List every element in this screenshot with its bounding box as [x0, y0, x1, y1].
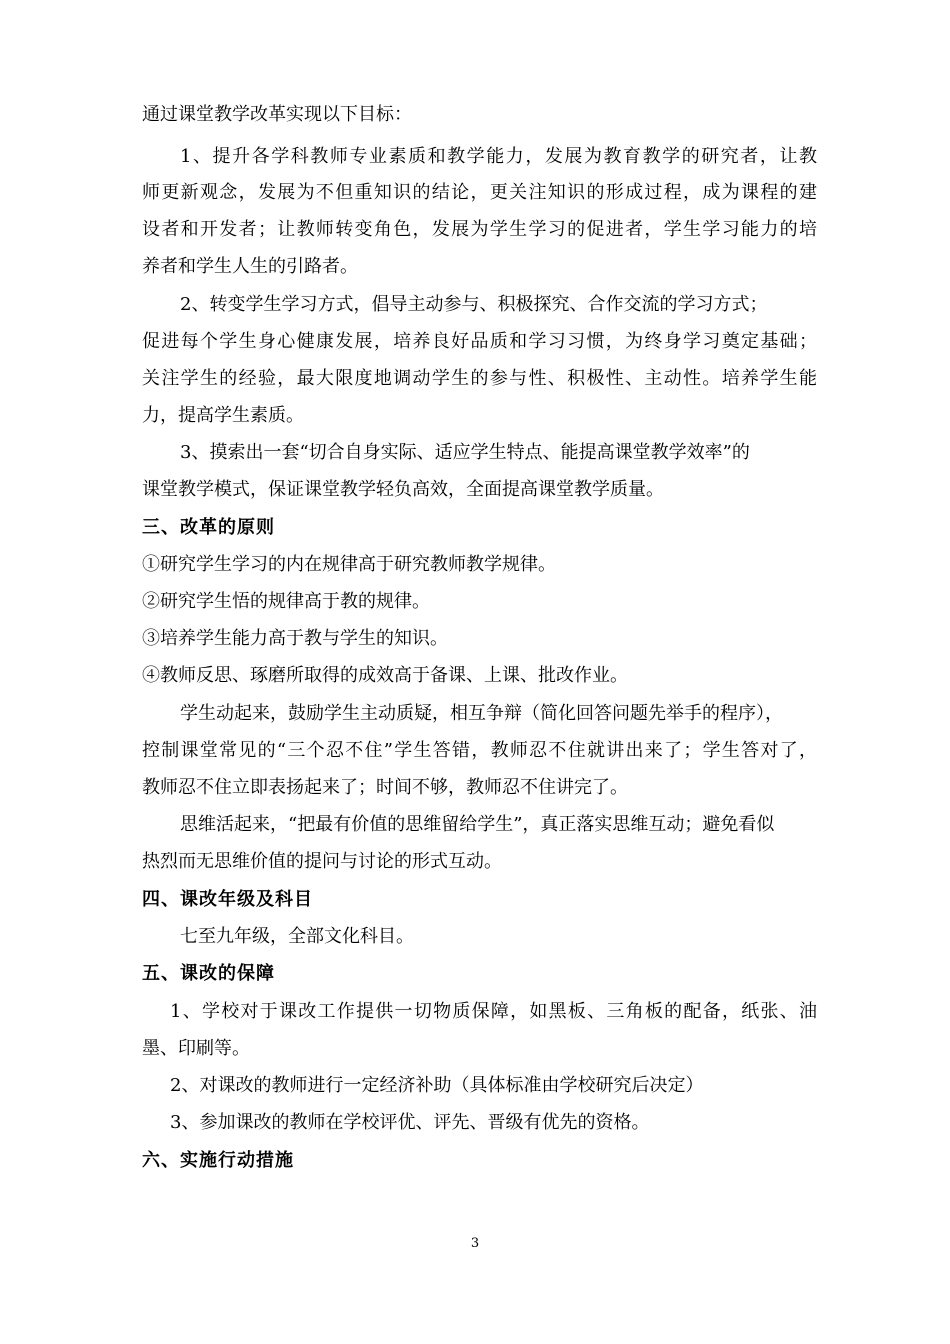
page-number: 3	[470, 1236, 480, 1251]
goal-2-line-2: 促进每个学生身心健康发展，培养良好品质和学习习惯，为终身学习奠定基础；	[142, 331, 817, 352]
students-paragraph-line-1: 学生动起来，鼓励学生主动质疑，相互争辩（简化回答问题先举手的程序），	[180, 703, 783, 724]
thinking-paragraph-line-2: 热烈而无思维价值的提问与讨论的形式互动。	[142, 851, 502, 872]
goal-2-line-4: 力，提高学生素质。	[142, 405, 304, 426]
goal-2-line-3: 关注学生的经验，最大限度地调动学生的参与性、积极性、主动性。培养学生能	[142, 368, 817, 389]
guarantee-3: 3、参加课改的教师在学校评优、评先、晋级有优先的资格。	[170, 1112, 650, 1133]
section-heading-guarantee: 五、课改的保障	[142, 963, 275, 984]
students-paragraph-line-2: 控制课堂常见的“三个忍不住”学生答错，教师忍不住就讲出来了；学生答对了，	[142, 740, 817, 761]
principle-item-2: ②研究学生悟的规律高于教的规律。	[142, 591, 430, 612]
section-heading-principles: 三、改革的原则	[142, 517, 275, 538]
guarantee-2: 2、对课改的教师进行一定经济补助（具体标准由学校研究后决定）	[170, 1075, 704, 1096]
intro-line: 通过课堂教学改革实现以下目标：	[142, 104, 412, 125]
section-heading-actions: 六、实施行动措施	[142, 1150, 294, 1171]
principle-item-1: ①研究学生学习的内在规律高于研究教师教学规律。	[142, 554, 556, 575]
grades-text: 七至九年级，全部文化科目。	[180, 926, 414, 947]
goal-1-line-2: 师更新观念，发展为不但重知识的结论，更关注知识的形成过程，成为课程的建	[142, 182, 817, 203]
principle-item-3: ③培养学生能力高于教与学生的知识。	[142, 628, 448, 649]
principle-item-4: ④教师反思、琢磨所取得的成效高于备课、上课、批改作业。	[142, 665, 628, 686]
guarantee-1-line-2: 墨、印刷等。	[142, 1038, 250, 1059]
goal-1-line-4: 养者和学生人生的引路者。	[142, 256, 358, 277]
goal-3-line-1: 3、摸索出一套“切合自身实际、适应学生特点、能提高课堂教学效率”的	[180, 442, 750, 463]
goal-1-line-1: 1、提升各学科教师专业素质和教学能力，发展为教育教学的研究者，让教	[180, 146, 817, 167]
goal-3-line-2: 课堂教学模式，保证课堂教学轻负高效，全面提高课堂教学质量。	[142, 479, 664, 500]
guarantee-1-line-1: 1、学校对于课改工作提供一切物质保障，如黑板、三角板的配备，纸张、油	[170, 1001, 817, 1022]
section-heading-grades: 四、课改年级及科目	[142, 889, 313, 910]
thinking-paragraph-line-1: 思维活起来，“把最有价值的思维留给学生”，真正落实思维互动；避免看似	[180, 814, 775, 835]
goal-2-line-1: 2、转变学生学习方式，倡导主动参与、积极探究、合作交流的学习方式；	[180, 294, 768, 315]
goal-1-line-3: 设者和开发者；让教师转变角色，发展为学生学习的促进者，学生学习能力的培	[142, 219, 817, 240]
students-paragraph-line-3: 教师忍不住立即表扬起来了；时间不够，教师忍不住讲完了。	[142, 777, 628, 798]
